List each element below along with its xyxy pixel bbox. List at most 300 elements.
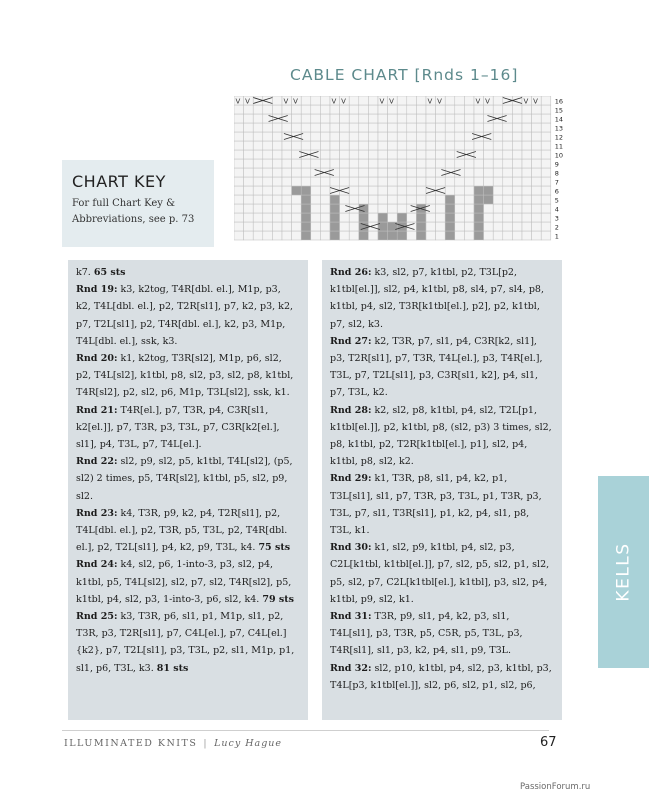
chart-key-title: CHART KEY bbox=[72, 172, 166, 191]
chart-cell bbox=[493, 168, 503, 177]
chart-cell bbox=[388, 213, 398, 222]
chart-cell bbox=[244, 123, 254, 132]
chart-cell bbox=[282, 195, 292, 204]
instruction-round bbox=[76, 556, 298, 608]
chart-cell bbox=[311, 195, 321, 204]
round-text: k4, sl2, p6, 1-into-3, p3, sl2, p4, k1tbl, p5, T4L[sl2], sl2, p7, sl2, T4R[sl2], p5, k1tbl, p4, sl2, p3, 1-into-3, p6, sl2, k4. bbox=[76, 559, 292, 605]
chart-cell bbox=[484, 150, 494, 159]
chart-cell bbox=[512, 105, 522, 114]
chart-cell bbox=[397, 150, 407, 159]
round-label: Rnd 21: bbox=[76, 404, 118, 416]
chart-cell bbox=[493, 105, 503, 114]
chart-cell bbox=[484, 231, 494, 240]
chart-cell bbox=[532, 168, 542, 177]
section-tab-label: KELLS bbox=[613, 542, 634, 602]
chart-cell bbox=[359, 213, 369, 222]
chart-cell bbox=[340, 231, 350, 240]
round-label: Rnd 20: bbox=[76, 353, 118, 365]
chart-cell bbox=[532, 204, 542, 213]
chart-cell bbox=[503, 123, 513, 132]
chart-cell bbox=[532, 114, 542, 123]
chart-cell bbox=[234, 204, 244, 213]
chart-cell bbox=[407, 150, 417, 159]
chart-cell bbox=[340, 213, 350, 222]
chart-cell bbox=[541, 123, 551, 132]
chart-cell bbox=[445, 159, 455, 168]
chart-cell bbox=[512, 213, 522, 222]
chart-cell bbox=[484, 222, 494, 231]
chart-cell bbox=[282, 105, 292, 114]
chart-cell bbox=[474, 159, 484, 168]
chart-cell bbox=[368, 168, 378, 177]
chart-cell bbox=[359, 186, 369, 195]
chart-cell bbox=[340, 150, 350, 159]
chart-cell bbox=[282, 177, 292, 186]
chart-cell bbox=[541, 204, 551, 213]
chart-cell bbox=[532, 132, 542, 141]
chart-cell bbox=[407, 105, 417, 114]
chart-cell bbox=[253, 141, 263, 150]
chart-cell bbox=[493, 204, 503, 213]
chart-cell bbox=[455, 177, 465, 186]
round-text: k3, k2tog, T4R[dbl. el.], M1p, p3, k2, T4L[dbl. el.], p2, T2R[sl1], p7, k2, p3, k2, p7, T2L[sl1], p2, T4R[dbl. el.], k2, p3, M1p, T4L[dbl. el.], ssk, k3. bbox=[76, 284, 294, 347]
chart-cell bbox=[388, 114, 398, 123]
stitch-symbol: V bbox=[331, 97, 337, 106]
instruction-round bbox=[76, 264, 298, 281]
chart-cell bbox=[541, 177, 551, 186]
instructions-right-column bbox=[322, 260, 562, 720]
chart-cell bbox=[272, 159, 282, 168]
chart-cell bbox=[541, 141, 551, 150]
chart-cell bbox=[320, 195, 330, 204]
chart-cell bbox=[493, 213, 503, 222]
chart-cell bbox=[532, 123, 542, 132]
chart-cell bbox=[320, 222, 330, 231]
chart-cell bbox=[311, 123, 321, 132]
chart-cell bbox=[397, 186, 407, 195]
chart-cell bbox=[484, 141, 494, 150]
chart-cell bbox=[301, 204, 311, 213]
chart-cell bbox=[522, 123, 532, 132]
chart-cell bbox=[292, 177, 302, 186]
chart-cell bbox=[445, 150, 455, 159]
chart-cell bbox=[253, 114, 263, 123]
chart-cell bbox=[340, 177, 350, 186]
chart-cell bbox=[282, 159, 292, 168]
chart-cell bbox=[416, 222, 426, 231]
chart-cell bbox=[234, 114, 244, 123]
round-label: Rnd 29: bbox=[330, 473, 372, 485]
chart-cell bbox=[416, 114, 426, 123]
chart-cell bbox=[388, 141, 398, 150]
round-text: k3, T3R, p6, sl1, p1, M1p, sl1, p2, T3R, p3, T2R[sl1], p7, C4L[el.], p7, C4L[el.] {k2}, p7, T2L[sl1], p3, T3L, p2, sl1, M1p, p1, sl1, p6, T3L, k3. bbox=[76, 611, 295, 674]
chart-cell bbox=[445, 195, 455, 204]
chart-cell bbox=[320, 132, 330, 141]
chart-cell bbox=[378, 204, 388, 213]
chart-cell bbox=[541, 195, 551, 204]
chart-cell bbox=[301, 222, 311, 231]
chart-cell bbox=[244, 114, 254, 123]
instruction-round bbox=[330, 333, 552, 402]
round-text: T3R, p9, sl1, p4, k2, p3, sl1, T4L[sl1], p3, T3R, p5, C5R, p5, T3L, p3, T4R[sl1], sl1, p3, k2, p4, sl1, p9, T3L. bbox=[330, 611, 523, 657]
chart-cell bbox=[474, 177, 484, 186]
chart-cell bbox=[272, 123, 282, 132]
chart-cell bbox=[349, 96, 359, 105]
chart-cell bbox=[244, 150, 254, 159]
chart-cell bbox=[455, 222, 465, 231]
row-number: 14 bbox=[554, 115, 564, 124]
chart-cell bbox=[253, 213, 263, 222]
chart-cell bbox=[407, 114, 417, 123]
chart-cell bbox=[388, 105, 398, 114]
chart-cell bbox=[292, 195, 302, 204]
chart-cell bbox=[512, 132, 522, 141]
chart-cell bbox=[455, 114, 465, 123]
chart-cell bbox=[426, 195, 436, 204]
chart-cell bbox=[359, 195, 369, 204]
chart-cell bbox=[474, 204, 484, 213]
instruction-round bbox=[76, 453, 298, 505]
footer-separator: | bbox=[203, 738, 209, 749]
chart-cell bbox=[234, 231, 244, 240]
chart-cell bbox=[340, 222, 350, 231]
chart-cell bbox=[320, 96, 330, 105]
chart-cell bbox=[522, 186, 532, 195]
round-label: Rnd 28: bbox=[330, 404, 372, 416]
chart-cell bbox=[503, 204, 513, 213]
chart-cell bbox=[349, 159, 359, 168]
chart-cell bbox=[349, 114, 359, 123]
chart-cell bbox=[503, 195, 513, 204]
footer-rule bbox=[62, 730, 549, 731]
cable-chart bbox=[234, 96, 570, 246]
chart-cell bbox=[388, 177, 398, 186]
chart-cell bbox=[464, 159, 474, 168]
chart-cell bbox=[416, 168, 426, 177]
chart-cell bbox=[359, 114, 369, 123]
chart-cell bbox=[292, 114, 302, 123]
chart-cell bbox=[301, 141, 311, 150]
row-number: 16 bbox=[554, 97, 564, 106]
chart-cell bbox=[416, 177, 426, 186]
chart-cell bbox=[493, 222, 503, 231]
chart-cell bbox=[263, 123, 273, 132]
row-number: 15 bbox=[554, 106, 564, 115]
chart-cell bbox=[292, 141, 302, 150]
round-label: Rnd 26: bbox=[330, 267, 372, 278]
round-text: T4R[el.], p7, T3R, p4, C3R[sl1, k2[el.]], p7, T3R, p3, T3L, p7, C3R[k2[el.], sl1], p4, T3L, p7, T4L[el.]. bbox=[76, 404, 280, 451]
chart-cell bbox=[532, 150, 542, 159]
chart-cell bbox=[340, 204, 350, 213]
chart-cell bbox=[503, 132, 513, 141]
chart-cell bbox=[512, 204, 522, 213]
chart-cell bbox=[368, 186, 378, 195]
chart-cell bbox=[349, 132, 359, 141]
chart-cell bbox=[263, 132, 273, 141]
chart-cell bbox=[464, 105, 474, 114]
chart-cell bbox=[272, 177, 282, 186]
row-number: 11 bbox=[554, 142, 564, 151]
chart-cell bbox=[330, 114, 340, 123]
chart-cell bbox=[455, 231, 465, 240]
instruction-round bbox=[330, 264, 552, 333]
chart-cell bbox=[464, 96, 474, 105]
chart-cell bbox=[522, 132, 532, 141]
chart-cell bbox=[282, 204, 292, 213]
chart-cell bbox=[234, 186, 244, 195]
chart-cell bbox=[407, 231, 417, 240]
chart-cell bbox=[368, 195, 378, 204]
chart-cell bbox=[359, 105, 369, 114]
chart-cell bbox=[426, 159, 436, 168]
chart-cell bbox=[368, 105, 378, 114]
chart-cell bbox=[282, 141, 292, 150]
chart-cell bbox=[484, 132, 494, 141]
chart-cell bbox=[503, 222, 513, 231]
chart-cell bbox=[349, 105, 359, 114]
chart-cell bbox=[484, 213, 494, 222]
chart-cell bbox=[464, 213, 474, 222]
chart-cell bbox=[292, 168, 302, 177]
chart-cell bbox=[445, 231, 455, 240]
row-number: 3 bbox=[554, 214, 559, 223]
chart-cell bbox=[378, 168, 388, 177]
chart-cell bbox=[474, 231, 484, 240]
chart-cell bbox=[522, 141, 532, 150]
chart-cell bbox=[378, 213, 388, 222]
chart-cell bbox=[416, 150, 426, 159]
chart-cell bbox=[522, 159, 532, 168]
chart-cell bbox=[416, 96, 426, 105]
chart-cell bbox=[541, 231, 551, 240]
chart-cell bbox=[263, 231, 273, 240]
chart-cell bbox=[234, 123, 244, 132]
chart-cell bbox=[311, 213, 321, 222]
chart-cell bbox=[282, 123, 292, 132]
stitch-symbol: V bbox=[379, 97, 385, 106]
row-number: 1 bbox=[554, 232, 559, 241]
chart-cell bbox=[330, 123, 340, 132]
chart-cell bbox=[340, 159, 350, 168]
chart-cell bbox=[330, 204, 340, 213]
chart-cell bbox=[263, 150, 273, 159]
chart-cell bbox=[368, 114, 378, 123]
chart-cell bbox=[493, 132, 503, 141]
chart-cell bbox=[368, 159, 378, 168]
chart-cell bbox=[340, 123, 350, 132]
chart-cell bbox=[263, 222, 273, 231]
stitch-symbol: V bbox=[437, 97, 442, 106]
chart-cell bbox=[311, 114, 321, 123]
chart-cell bbox=[320, 141, 330, 150]
chart-cell bbox=[512, 159, 522, 168]
chart-cell bbox=[512, 168, 522, 177]
chart-cell bbox=[301, 114, 311, 123]
chart-cell bbox=[541, 186, 551, 195]
chart-cell bbox=[455, 132, 465, 141]
chart-cell bbox=[359, 132, 369, 141]
chart-cell bbox=[407, 168, 417, 177]
chart-cell bbox=[474, 141, 484, 150]
chart-cell bbox=[397, 105, 407, 114]
chart-cell bbox=[253, 132, 263, 141]
page-number: 67 bbox=[540, 735, 557, 750]
chart-cell bbox=[272, 141, 282, 150]
chart-cell bbox=[407, 222, 417, 231]
chart-cell bbox=[541, 159, 551, 168]
chart-cell bbox=[330, 150, 340, 159]
chart-cell bbox=[282, 213, 292, 222]
chart-cell bbox=[244, 141, 254, 150]
chart-cell bbox=[272, 150, 282, 159]
chart-cell bbox=[445, 123, 455, 132]
chart-cell bbox=[426, 141, 436, 150]
chart-cell bbox=[484, 186, 494, 195]
chart-cell bbox=[272, 195, 282, 204]
chart-cell bbox=[311, 204, 321, 213]
chart-cell bbox=[522, 195, 532, 204]
chart-cell bbox=[436, 114, 446, 123]
chart-cell bbox=[301, 96, 311, 105]
chart-cell bbox=[320, 159, 330, 168]
chart-cell bbox=[397, 96, 407, 105]
chart-cell bbox=[426, 168, 436, 177]
chart-cell bbox=[522, 213, 532, 222]
chart-cell bbox=[512, 141, 522, 150]
chart-cell bbox=[484, 195, 494, 204]
chart-cell bbox=[388, 204, 398, 213]
chart-cell bbox=[388, 186, 398, 195]
chart-cell bbox=[320, 177, 330, 186]
instruction-round bbox=[76, 281, 298, 350]
chart-cell bbox=[388, 123, 398, 132]
chart-cell bbox=[320, 114, 330, 123]
stitch-symbol: V bbox=[389, 97, 394, 106]
chart-key-text: For full Chart Key & Abbreviations, see p. 73 bbox=[72, 198, 195, 225]
stitch-symbol: V bbox=[293, 97, 298, 106]
chart-cell bbox=[349, 195, 359, 204]
chart-cell bbox=[234, 213, 244, 222]
chart-cell bbox=[378, 105, 388, 114]
chart-cell bbox=[234, 159, 244, 168]
chart-cell bbox=[464, 231, 474, 240]
chart-cell bbox=[436, 123, 446, 132]
chart-cell bbox=[234, 195, 244, 204]
chart-cell bbox=[263, 177, 273, 186]
chart-cell bbox=[455, 150, 465, 159]
chart-cell bbox=[436, 222, 446, 231]
chart-cell bbox=[330, 177, 340, 186]
chart-cell bbox=[340, 105, 350, 114]
chart-cell bbox=[493, 231, 503, 240]
chart-cell bbox=[416, 213, 426, 222]
chart-cell bbox=[388, 159, 398, 168]
chart-cell bbox=[455, 213, 465, 222]
row-number: 4 bbox=[554, 205, 559, 214]
round-label: Rnd 31: bbox=[330, 611, 372, 623]
chart-cell bbox=[244, 231, 254, 240]
chart-cell bbox=[436, 132, 446, 141]
row-number: 10 bbox=[554, 151, 564, 160]
instruction-round bbox=[330, 470, 552, 539]
chart-cell bbox=[493, 141, 503, 150]
chart-cell bbox=[397, 114, 407, 123]
chart-cell bbox=[522, 204, 532, 213]
chart-cell bbox=[388, 231, 398, 240]
chart-cell bbox=[292, 186, 302, 195]
chart-cell bbox=[282, 132, 292, 141]
chart-cell bbox=[311, 96, 321, 105]
chart-cell bbox=[436, 159, 446, 168]
chart-cell bbox=[311, 231, 321, 240]
chart-cell bbox=[512, 177, 522, 186]
chart-cell bbox=[292, 231, 302, 240]
round-text: k1, T3R, p8, sl1, p4, k2, p1, T3L[sl1], sl1, p7, T3R, p3, T3L, p1, T3R, p3, T3L, p7, sl1, T3R[sl1], p1, k2, p4, sl1, p8, T3L, k1. bbox=[330, 473, 542, 537]
chart-cell bbox=[292, 222, 302, 231]
chart-cell bbox=[301, 195, 311, 204]
chart-cell bbox=[378, 141, 388, 150]
chart-cell bbox=[234, 105, 244, 114]
chart-cell bbox=[253, 159, 263, 168]
round-text: k3, sl2, p7, k1tbl, p2, T3L[p2, k1tbl[el.]], sl2, p4, k1tbl, p8, sl4, p7, sl4, p8, k1tbl, p4, sl2, T3R[k1tbl[el.], p2], p2, k1tbl, p7, sl2, k3. bbox=[330, 267, 544, 330]
chart-cell bbox=[493, 96, 503, 105]
chart-cell bbox=[436, 231, 446, 240]
round-text: k2, T3R, p7, sl1, p4, C3R[k2, sl1], p3, T2R[sl1], p7, T3R, T4L[el.], p3, T4R[el.], T3L, p7, T2L[sl1], p3, C3R[sl1, k2], p4, sl1, p7, T3L, k2. bbox=[330, 335, 543, 399]
chart-cell bbox=[445, 132, 455, 141]
chart-cell bbox=[474, 105, 484, 114]
chart-cell bbox=[522, 222, 532, 231]
instructions-left-column bbox=[68, 260, 308, 720]
chart-cell bbox=[368, 231, 378, 240]
chart-cell bbox=[253, 177, 263, 186]
chart-cell bbox=[416, 141, 426, 150]
round-text: k1, sl2, p9, k1tbl, p4, sl2, p3, C2L[k1tbl, k1tbl[el.]], p7, sl2, p5, sl2, p1, sl2, p5, sl2, p7, C2L[k1tbl[el.], k1tbl], p3, sl2, p4, k1tbl, p9, sl2, k1. bbox=[330, 542, 550, 605]
chart-cell bbox=[474, 213, 484, 222]
chart-cell bbox=[541, 96, 551, 105]
chart-cell bbox=[464, 168, 474, 177]
round-label: Rnd 32: bbox=[330, 662, 372, 674]
chart-cell bbox=[272, 213, 282, 222]
chart-cell bbox=[359, 168, 369, 177]
stitch-symbol: V bbox=[245, 97, 250, 106]
chart-cell bbox=[359, 96, 369, 105]
stitch-symbol: V bbox=[235, 97, 241, 106]
chart-cell bbox=[493, 159, 503, 168]
chart-cell bbox=[532, 186, 542, 195]
chart-cell bbox=[263, 105, 273, 114]
chart-cell bbox=[455, 105, 465, 114]
chart-cell bbox=[445, 96, 455, 105]
chart-cell bbox=[272, 186, 282, 195]
chart-cell bbox=[512, 123, 522, 132]
chart-cell bbox=[464, 114, 474, 123]
chart-cell bbox=[272, 231, 282, 240]
chart-cell bbox=[503, 177, 513, 186]
chart-cell bbox=[541, 150, 551, 159]
chart-cell bbox=[330, 132, 340, 141]
chart-cell bbox=[512, 231, 522, 240]
chart-cell bbox=[426, 105, 436, 114]
chart-cell bbox=[493, 186, 503, 195]
chart-cell bbox=[445, 105, 455, 114]
chart-cell bbox=[445, 141, 455, 150]
chart-cell bbox=[397, 123, 407, 132]
chart-cell bbox=[301, 123, 311, 132]
chart-title: CABLE CHART [Rnds 1–16] bbox=[290, 66, 519, 84]
chart-cell bbox=[484, 105, 494, 114]
chart-cell bbox=[292, 204, 302, 213]
chart-cell bbox=[416, 132, 426, 141]
